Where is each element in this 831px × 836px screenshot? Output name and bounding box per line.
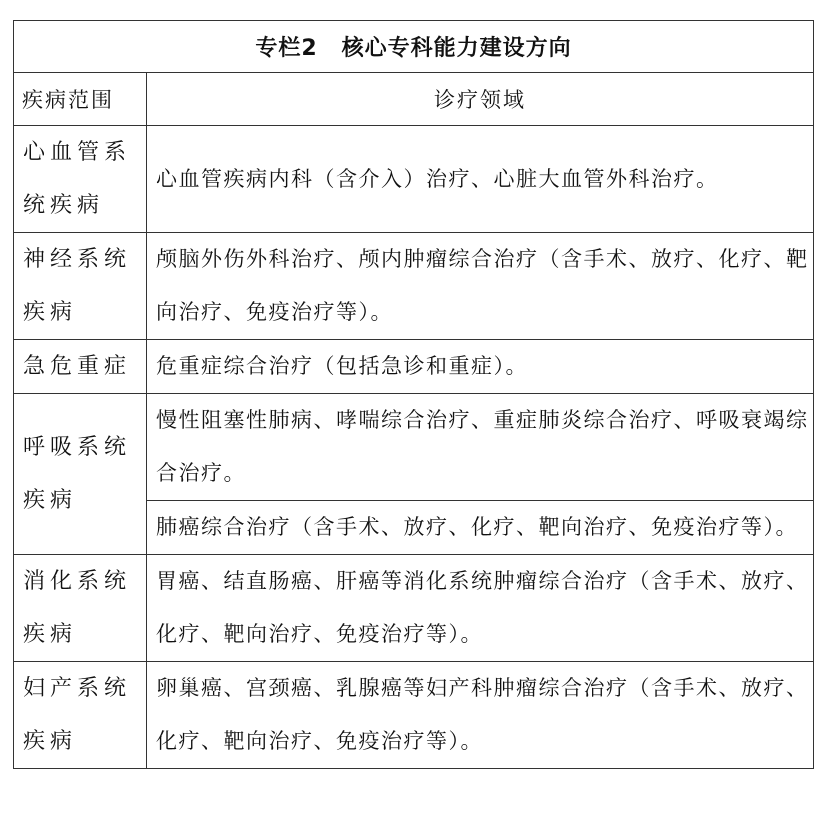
header-field: 诊疗领域 (147, 73, 814, 126)
field-cell: 危重症综合治疗（包括急诊和重症）。 (147, 340, 814, 394)
table-row (14, 233, 814, 340)
field-cell: 心血管疾病内科（含介入）治疗、心脏大血管外科治疗。 (147, 126, 814, 233)
table-title (14, 21, 814, 73)
table-row (14, 340, 814, 394)
field-cell: 颅脑外伤外科治疗、颅内肿瘤综合治疗（含手术、放疗、化疗、靶向治疗、免疫治疗等）。 (147, 233, 814, 340)
header-range: 疾病范围 (14, 73, 147, 126)
header-row (14, 73, 814, 126)
table-row (14, 662, 814, 769)
panel-number: 专栏2 (255, 36, 318, 61)
range-cell: 心血管系统疾病 (14, 126, 147, 233)
range-cell: 呼吸系统疾病 (14, 394, 147, 555)
range-cell: 妇产系统疾病 (14, 662, 147, 769)
field-cell: 胃癌、结直肠癌、肝癌等消化系统肿瘤综合治疗（含手术、放疗、化疗、靶向治疗、免疫治疗等）。 (147, 555, 814, 662)
field-cell: 肺癌综合治疗（含手术、放疗、化疗、靶向治疗、免疫治疗等）。 (147, 501, 814, 555)
field-cell: 卵巢癌、宫颈癌、乳腺癌等妇产科肿瘤综合治疗（含手术、放疗、化疗、靶向治疗、免疫治疗等）。 (147, 662, 814, 769)
range-cell: 消化系统疾病 (14, 555, 147, 662)
range-cell: 急危重症 (14, 340, 147, 394)
panel-title: 核心专科能力建设方向 (341, 36, 572, 61)
specialty-table (13, 20, 814, 769)
table-row (14, 555, 814, 662)
table-row (14, 394, 814, 501)
range-cell: 神经系统疾病 (14, 233, 147, 340)
table-row (14, 126, 814, 233)
title-row (14, 21, 814, 73)
field-cell: 慢性阻塞性肺病、哮喘综合治疗、重症肺炎综合治疗、呼吸衰竭综合治疗。 (147, 394, 814, 501)
